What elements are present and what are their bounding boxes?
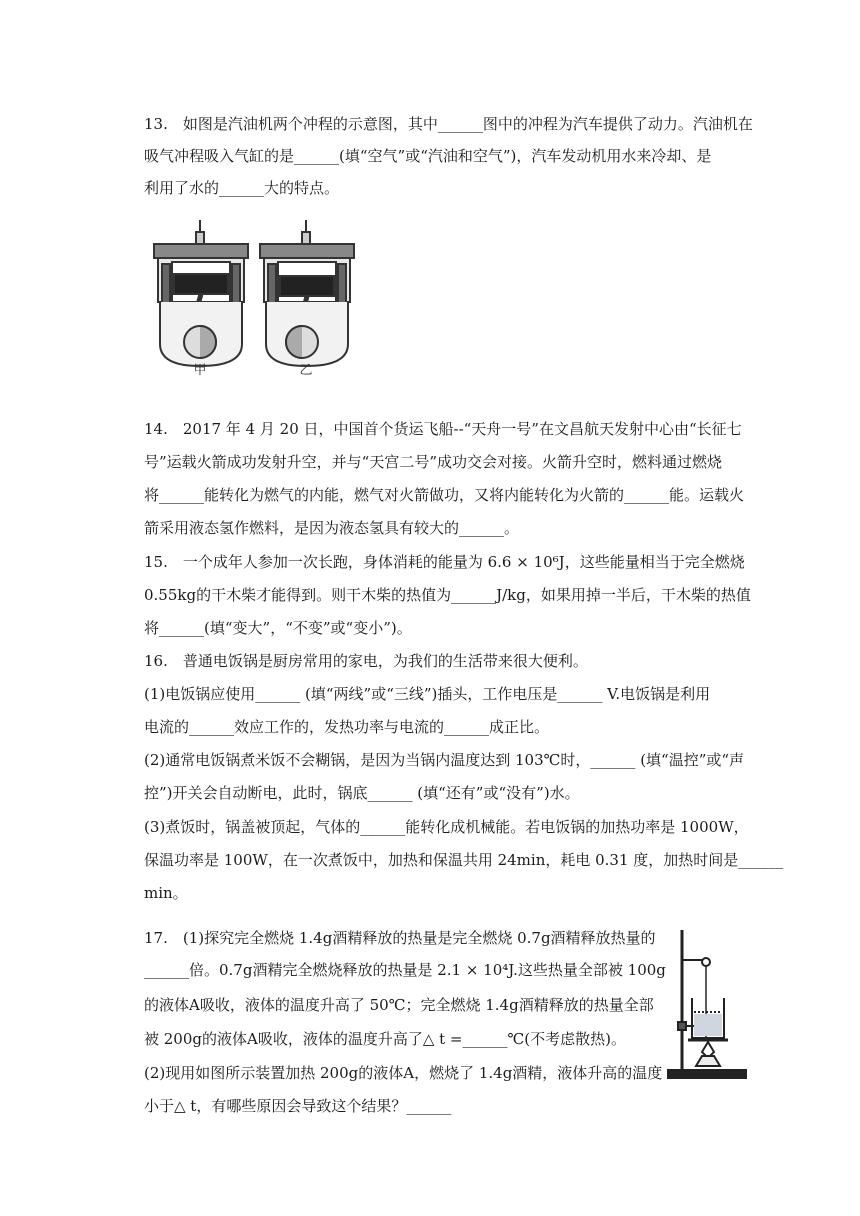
q16-line-8: min。 [144, 884, 188, 902]
q16-line-6: (3)煮饭时，锅盖被顶起，气体的______能转化成机械能。若电饭锅的加热功率是 1000W， [144, 818, 749, 836]
q16-line-3: 电流的______效应工作的，发热功率与电流的______成正比。 [144, 718, 550, 736]
figure-label-yi: 乙 [299, 363, 313, 376]
q17-line-1: 17. (1)探究完全燃烧 1.4g酒精释放的热量是完全燃烧 0.7g酒精释放热量的 [144, 929, 656, 947]
q13-line-1: 13. 如图是汽油机两个冲程的示意图，其中______图中的冲程为汽车提供了动力。汽油机在 [144, 115, 753, 133]
q14-line-4: 箭采用液态氢作燃料，是因为液态氢具有较大的______。 [144, 519, 520, 537]
q15-line-2: 0.55kg的干木柴才能得到。则干木柴的热值为______J/kg，如果用掉一半后，干木柴的热值 [144, 586, 751, 604]
q13-line-3: 利用了水的______大的特点。 [144, 179, 340, 197]
q17-line-5: (2)现用如图所示装置加热 200g的液体A，燃烧了 1.4g酒精，液体升高的温度 [144, 1064, 663, 1082]
q15-line-3: 将______(填“变大”，“不变”或“变小”)。 [144, 619, 412, 637]
q16-line-1: 16. 普通电饭锅是厨房常用的家电，为我们的生活带来很大便利。 [144, 652, 588, 670]
q16-line-7: 保温功率是 100W，在一次煮饭中，加热和保温共用 24min，耗电 0.31 度，加热时间是______ [144, 851, 784, 869]
q17-line-4: 被 200g的液体A吸收，液体的温度升高了△ t =______℃(不考虑散热)。 [144, 1030, 626, 1048]
q17-line-2: ______倍。0.7g酒精完全燃烧释放的热量是 2.1 × 10⁴J.这些热量全部被 100g [144, 961, 666, 979]
q17-line-3: 的液体A吸收，液体的温度升高了 50℃；完全燃烧 1.4g酒精释放的热量全部 [144, 996, 654, 1014]
q14-line-1: 14. 2017 年 4 月 20 日，中国首个货运飞船--“天舟一号”在文昌航天发射中心由“长征七 [144, 420, 742, 438]
q16-line-4: (2)通常电饭锅煮米饭不会糊锅，是因为当锅内温度达到 103℃时，______ (填“温控”或“声 [144, 751, 745, 769]
q14-line-3: 将______能转化为燃气的内能，燃气对火箭做功，又将内能转化为火箭的______能。运载火 [144, 486, 745, 504]
engine-jia-illustration [154, 220, 248, 366]
heating-apparatus-figure [666, 920, 750, 1082]
q15-line-1: 15. 一个成年人参加一次长跑，身体消耗的能量为 6.6 × 10⁶J，这些能量相当于完全燃烧 [144, 553, 745, 571]
q13-line-2: 吸气冲程吸入气缸的是______(填“空气”或“汽油和空气”)，汽车发动机用水来冷却、是 [144, 147, 712, 165]
engine-strokes-figure [150, 214, 360, 376]
q16-line-5: 控”)开关会自动断电，此时，锅底______ (填“还有”或“没有”)水。 [144, 784, 580, 802]
engine-yi-illustration [260, 220, 354, 366]
q14-line-2: 号”运载火箭成功发射升空，并与“天宫二号”成功交会对接。火箭升空时，燃料通过燃烧 [144, 453, 723, 471]
q17-line-6: 小于△ t，有哪些原因会导致这个结果？______ [144, 1097, 452, 1115]
figure-label-jia: 甲 [193, 363, 207, 376]
q16-line-2: (1)电饭锅应使用______ (填“两线”或“三线”)插头，工作电压是______ V.电饭锅是利用 [144, 685, 711, 703]
